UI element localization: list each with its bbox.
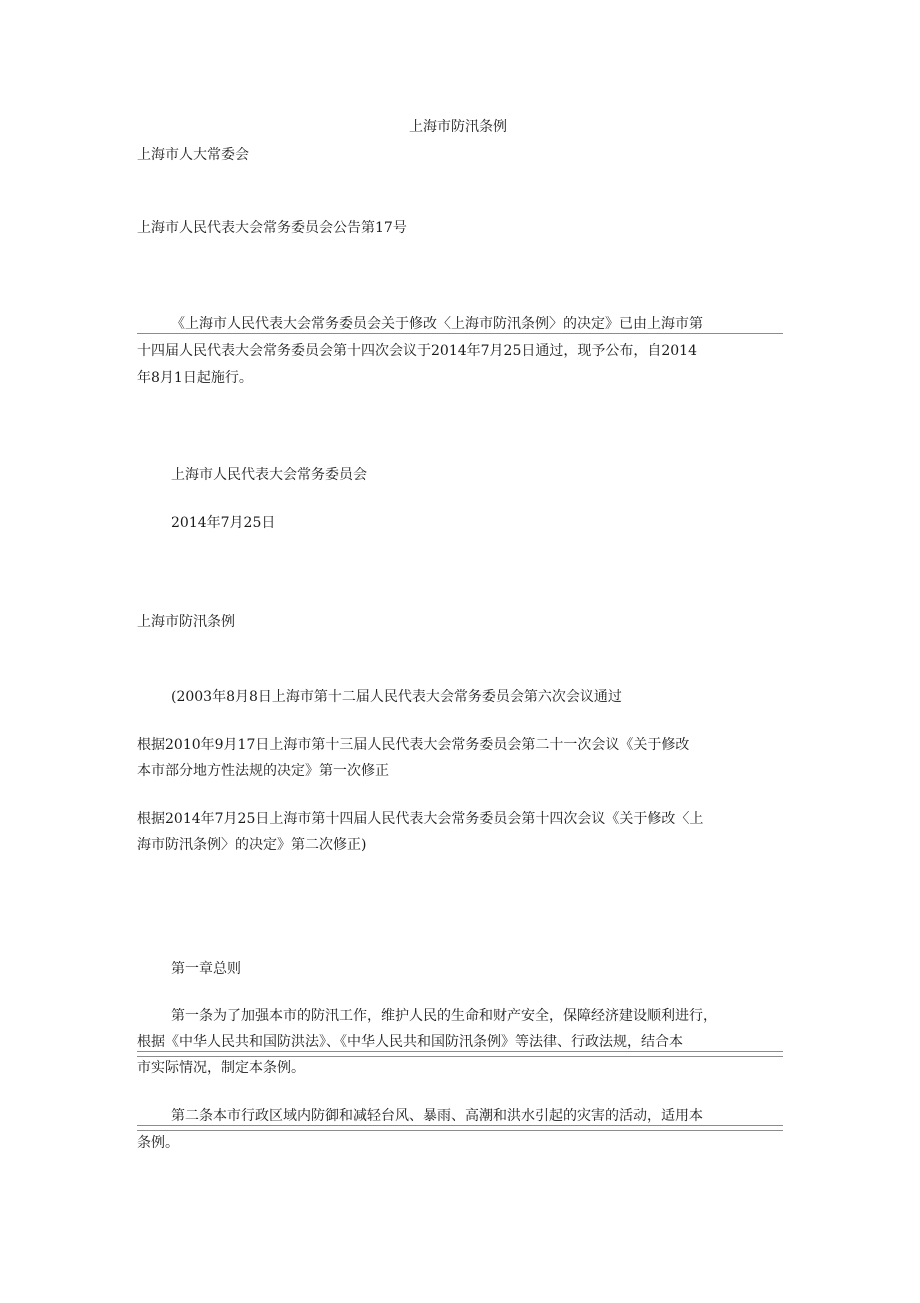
preamble-line-2: 十四届人民代表大会常务委员会第十四次会议于2014年7月25日通过，现予公布，自2014 [137, 343, 697, 359]
divider-line [137, 333, 783, 334]
divider-line [137, 1125, 783, 1126]
chapter-1-title: 第一章总则 [171, 961, 241, 977]
announcement-number: 上海市人民代表大会常务委员会公告第17号 [137, 220, 407, 236]
history-amendment-2-line-1: 根据2014年7月25日上海市第十四届人民代表大会常务委员会第十四次会议《关于修改〈上 [137, 811, 704, 827]
signing-organization: 上海市人民代表大会常务委员会 [171, 467, 367, 483]
document-title: 上海市防汛条例 [409, 119, 507, 135]
preamble-line-3: 年8月1日起施行。 [137, 370, 253, 386]
issuer: 上海市人大常委会 [137, 147, 249, 163]
preamble-line-1: 《上海市人民代表大会常务委员会关于修改〈上海市防汛条例〉的决定》已由上海市第 [171, 316, 703, 332]
article-1-line-3: 市实际情况，制定本条例。 [137, 1060, 305, 1076]
article-2-line-1: 第二条本市行政区域内防御和减轻台风、暴雨、高潮和洪水引起的灾害的活动，适用本 [171, 1108, 703, 1124]
history-adopted: (2003年8月8日上海市第十二届人民代表大会常务委员会第六次会议通过 [171, 689, 622, 705]
history-amendment-1-line-2: 本市部分地方性法规的决定》第一次修正 [137, 763, 389, 779]
history-amendment-1-line-1: 根据2010年9月17日上海市第十三届人民代表大会常务委员会第二十一次会议《关于修改 [137, 737, 690, 753]
article-1-line-1: 第一条为了加强本市的防汛工作，维护人民的生命和财产安全，保障经济建设顺利进行， [171, 1008, 717, 1024]
divider-line [137, 1130, 783, 1131]
article-1-line-2: 根据《中华人民共和国防洪法》、《中华人民共和国防汛条例》等法律、行政法规，结合本 [137, 1034, 683, 1050]
divider-line [137, 1051, 783, 1052]
regulation-title: 上海市防汛条例 [137, 614, 235, 630]
article-2-line-2: 条例。 [137, 1135, 179, 1151]
signing-date: 2014年7月25日 [171, 515, 276, 531]
history-amendment-2-line-2: 海市防汛条例〉的决定》第二次修正) [137, 837, 367, 853]
divider-line [137, 1056, 783, 1057]
